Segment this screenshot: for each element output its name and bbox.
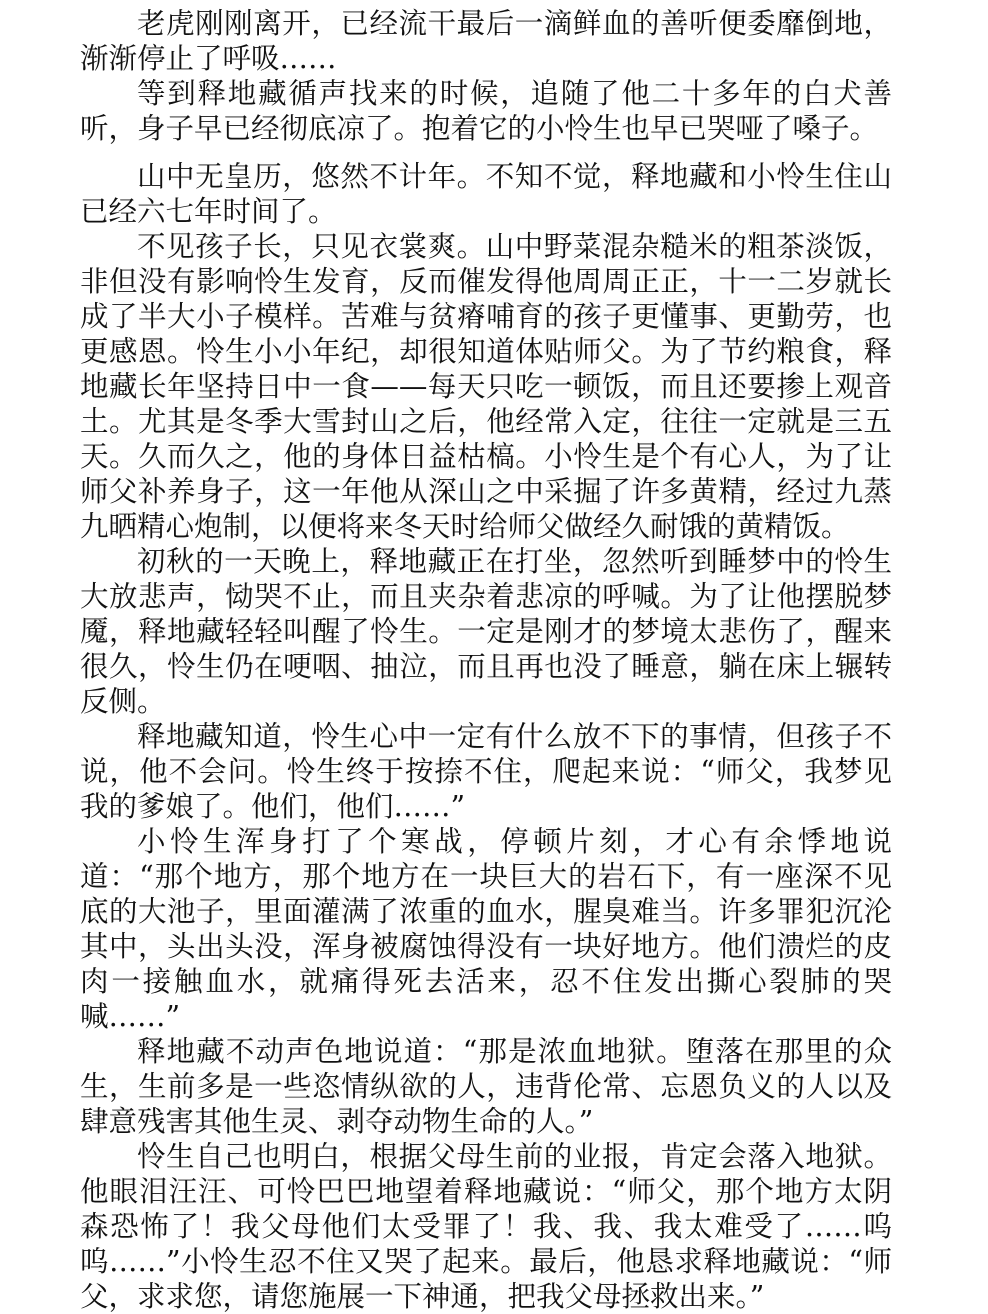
document-page xyxy=(80,6,892,1314)
paragraph-4: 不见孩子长，只见衣裳爽。山中野菜混杂糙米的粗茶淡饭，非但没有影响怜生发育，反而催发得他周周正正，十一二岁就长成了半大小子模样。苦难与贫瘠哺育的孩子更懂事、更勤劳，也更感恩。怜生小小年纪，却很知道体贴师父。为了节约粮食，释地藏长年坚持日中一食——每天只吃一顿饭，而且还要掺上观音土。尤其是冬季大雪封山之后，他经常入定，往往一定就是三五天。久而久之，他的身体日益枯槁。小怜生是个有心人，为了让师父补养身子，这一年他从深山之中采掘了许多黄精，经过九蒸九晒精心炮制，以便将来冬天时给师父做经久耐饿的黄精饭。 xyxy=(80,230,892,543)
paragraph-9: 怜生自己也明白，根据父母生前的业报，肯定会落入地狱。他眼泪汪汪、可怜巴巴地望着释地藏说：“师父，那个地方太阴森恐怖了！我父母他们太受罪了！我、我、我太难受了……呜呜……”小怜生忍不住又哭了起来。最后，他恳求释地藏说：“师父，求求您，请您施展一下神通，把我父母拯救出来。” xyxy=(80,1140,892,1313)
paragraph-5: 初秋的一天晚上，释地藏正在打坐，忽然听到睡梦中的怜生大放悲声，恸哭不止，而且夹杂着悲凉的呼喊。为了让他摆脱梦魇，释地藏轻轻叫醒了怜生。一定是刚才的梦境太悲伤了，醒来很久，怜生仍在哽咽、抽泣，而且再也没了睡意，躺在床上辗转反侧。 xyxy=(80,545,892,718)
section-gap xyxy=(80,146,892,159)
paragraph-2: 等到释地藏循声找来的时候，追随了他二十多年的白犬善听，身子早已经彻底凉了。抱着它的小怜生也早已哭哑了嗓子。 xyxy=(80,77,892,145)
paragraph-1: 老虎刚刚离开，已经流干最后一滴鲜血的善听便委靡倒地，渐渐停止了呼吸…… xyxy=(80,7,892,75)
paragraph-7: 小怜生浑身打了个寒战，停顿片刻，才心有余悸地说道：“那个地方，那个地方在一块巨大的岩石下，有一座深不见底的大池子，里面灌满了浓重的血水，腥臭难当。许多罪犯沉沦其中，头出头没，浑身被腐蚀得没有一块好地方。他们溃烂的皮肉一接触血水，就痛得死去活来，忍不住发出撕心裂肺的哭喊……” xyxy=(80,825,892,1033)
paragraph-3: 山中无皇历，悠然不计年。不知不觉，释地藏和小怜生住山已经六七年时间了。 xyxy=(80,160,892,228)
paragraph-6: 释地藏知道，怜生心中一定有什么放不下的事情，但孩子不说，他不会问。怜生终于按捺不住，爬起来说：“师父，我梦见我的爹娘了。他们，他们……” xyxy=(80,720,892,823)
paragraph-8: 释地藏不动声色地说道：“那是浓血地狱。堕落在那里的众生，生前多是一些恣情纵欲的人，违背伦常、忘恩负义的人以及肆意残害其他生灵、剥夺动物生命的人。” xyxy=(80,1035,892,1138)
